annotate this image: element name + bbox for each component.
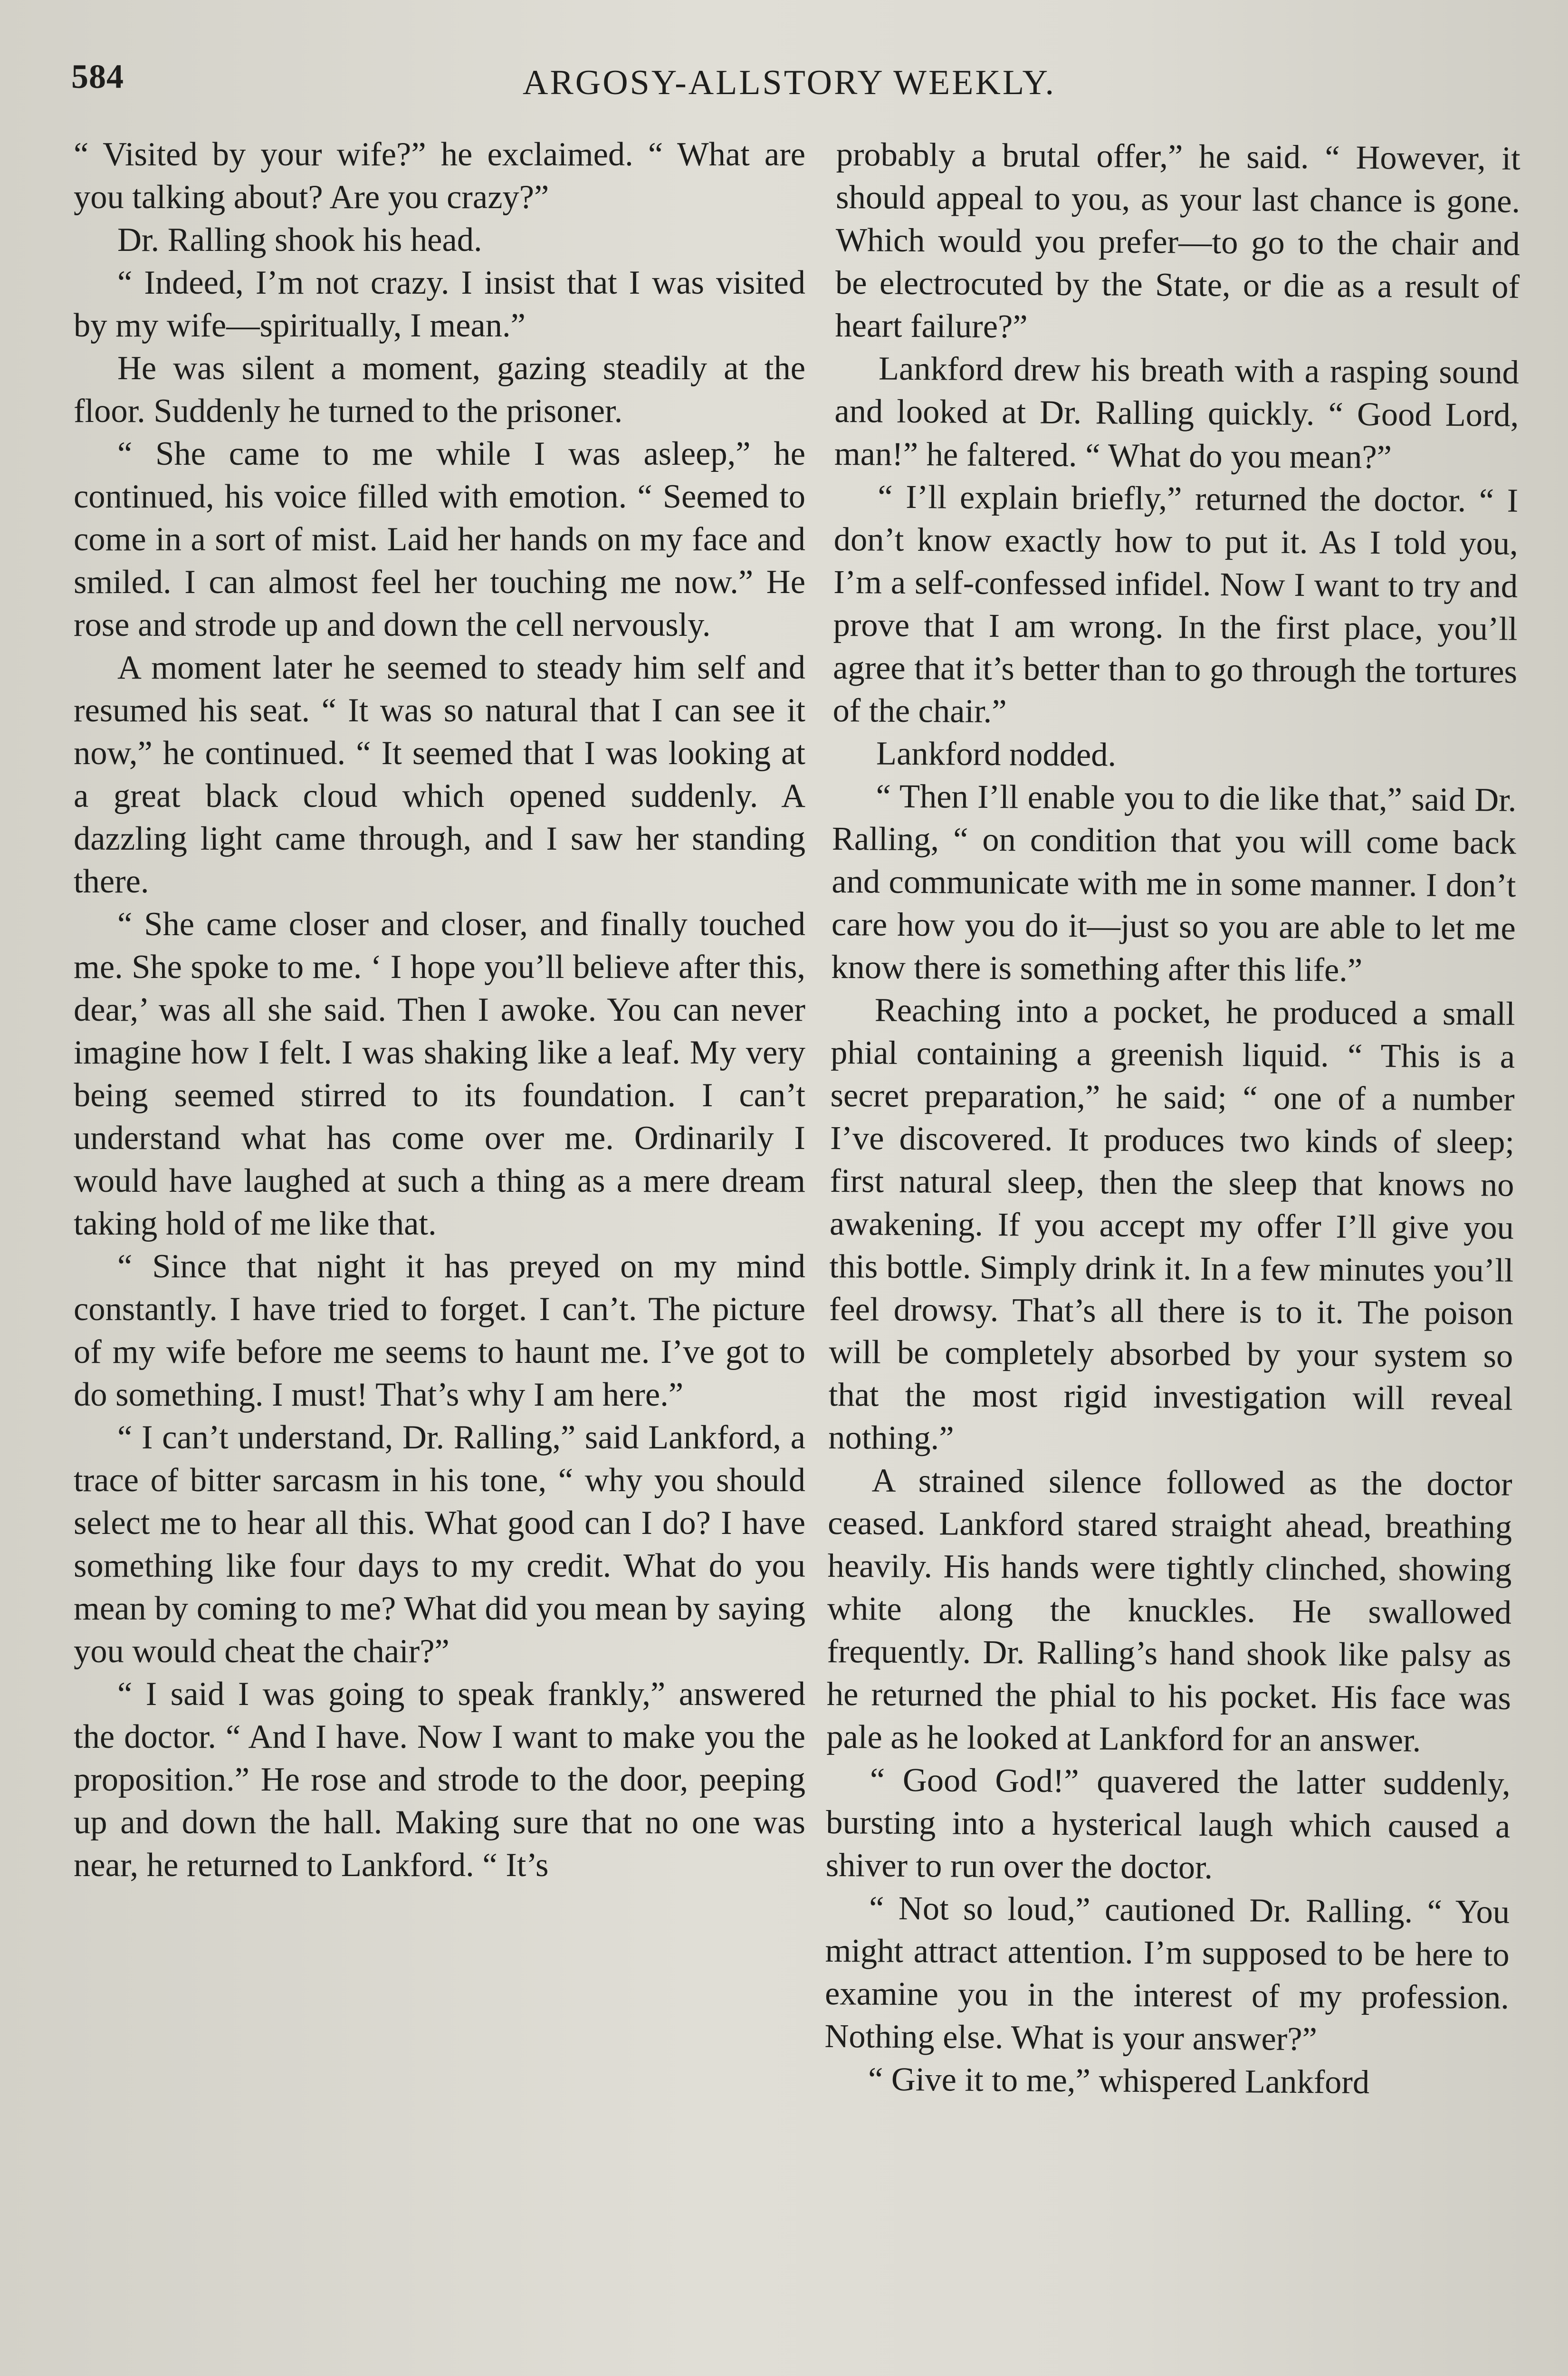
paragraph: probably a brutal offer,” he said. “ However, it should appeal to you, as your last chance is gone. Which would you prefer—to go to the chair and be electrocuted by the State, or die as a result of heart failure?” bbox=[835, 135, 1520, 345]
paragraph: “ Good God!” quavered the latter suddenly, bursting into a hysterical laugh which caused a shiver to run over the doctor. bbox=[825, 1761, 1511, 1886]
paragraph: “ Visited by your wife?” he exclaimed. “ What are you talking about? Are you crazy?” bbox=[74, 136, 805, 216]
paragraph: “ Give it to me,” whispered Lankford bbox=[868, 2060, 1370, 2101]
paragraph: Dr. Ralling shook his head. bbox=[117, 221, 482, 259]
paragraph: Reaching into a pocket, he produced a small phial containing a greenish liquid. “ This is a secret preparation,” he said; “ one of a number I’ve discovered. It produces two kinds of sleep; first natural sleep, then the sleep that knows no awakening. If you accept my offer I’ll give you this bottle. Simply drink it. In a few minutes you’ll feel drowsy. That’s all there is to it. The poison will be completely absorbed by your system so that the most rigid investigation will reveal nothing.” bbox=[828, 991, 1515, 1457]
paragraph: A strained silence followed as the doctor ceased. Lankford stared straight ahead, breathing heavily. His hands were tightly clinched, showing white along the knuckles. He swallowed frequently. Dr. Ralling’s hand shook like palsy as he returned the phial to his pocket. His face was pale as he looked at Lankford for an answer. bbox=[826, 1462, 1512, 1759]
paragraph: Lankford drew his breath with a rasping sound and looked at Dr. Ralling quickly. “ Good Lord, man!” he faltered. “ What do you mean?” bbox=[834, 350, 1520, 476]
paragraph: “ I’ll explain briefly,” returned the doctor. “ I don’t know exactly how to put it. As I told you, I’m a self-confessed infidel. Now I want to try and prove that I am wrong. In the first place, you’ll agree that it’s better than to go through the tortures of the chair.” bbox=[832, 478, 1519, 730]
paragraph: “ Then I’ll enable you to die like that,” said Dr. Ralling, “ on condition that you will come back and communicate with me in some manner. I don’t care how you do it—just so you are able to let me know there is something after this life.” bbox=[831, 777, 1517, 989]
paragraph: “ Indeed, I’m not crazy. I insist that I was visited by my wife—spiritually, I mean.” bbox=[74, 264, 805, 344]
paragraph: “ She came to me while I was asleep,” he continued, his voice filled with emotion. “ Seemed to come in a sort of mist. Laid her hands on my face and smiled. I can almost feel her touching me now.” He rose and strode up and down the cell nervously. bbox=[74, 435, 805, 643]
paragraph: He was silent a moment, gazing steadily at the floor. Suddenly he turned to the prisoner. bbox=[74, 350, 805, 430]
page-number: 584 bbox=[71, 57, 124, 96]
paragraph: “ Since that night it has preyed on my mind constantly. I have tried to forget. I can’t. The picture of my wife before me seems to haunt me. I’ve got to do something. I must! That’s why I am here.” bbox=[74, 1248, 805, 1413]
running-title: ARGOSY-ALLSTORY WEEKLY. bbox=[523, 63, 1056, 102]
paragraph: “ I can’t understand, Dr. Ralling,” said Lankford, a trace of bitter sarcasm in his tone, “ why you should select me to hear all this. What good can I do? I have something like four days to my credit. What do you mean by coming to me? What did you mean by saying you would cheat the chair?” bbox=[74, 1419, 805, 1670]
right-column bbox=[824, 133, 1520, 2105]
page-header bbox=[71, 57, 1525, 119]
paragraph: A moment later he seemed to steady him self and resumed his seat. “ It was so natural that I can see it now,” he continued. “ It seemed that I was looking at a great black cloud which opened suddenly. A dazzling light came through, and I saw her standing there. bbox=[74, 649, 805, 900]
left-column bbox=[74, 133, 805, 1887]
paragraph: “ Not so loud,” cautioned Dr. Ralling. “ You might attract attention. I’m supposed to be here to examine you in the interest of my profession. Nothing else. What is your answer?” bbox=[824, 1889, 1510, 2058]
paragraph: “ She came closer and closer, and finally touched me. She spoke to me. ‘ I hope you’ll believe after this, dear,’ was all she said. Then I awoke. You can never imagine how I felt. I was shaking like a leaf. My very being seemed stirred to its foundation. I can’t understand what has come over me. Ordinarily I would have laughed at such a thing as a mere dream taking hold of me like that. bbox=[74, 906, 805, 1242]
paragraph: Lankford nodded. bbox=[876, 735, 1117, 774]
paragraph: “ I said I was going to speak frankly,” answered the doctor. “ And I have. Now I want to make you the proposition.” He rose and strode to the door, peeping up and down the hall. Making sure that no one was near, he returned to Lankford. “ It’s bbox=[74, 1676, 805, 1884]
